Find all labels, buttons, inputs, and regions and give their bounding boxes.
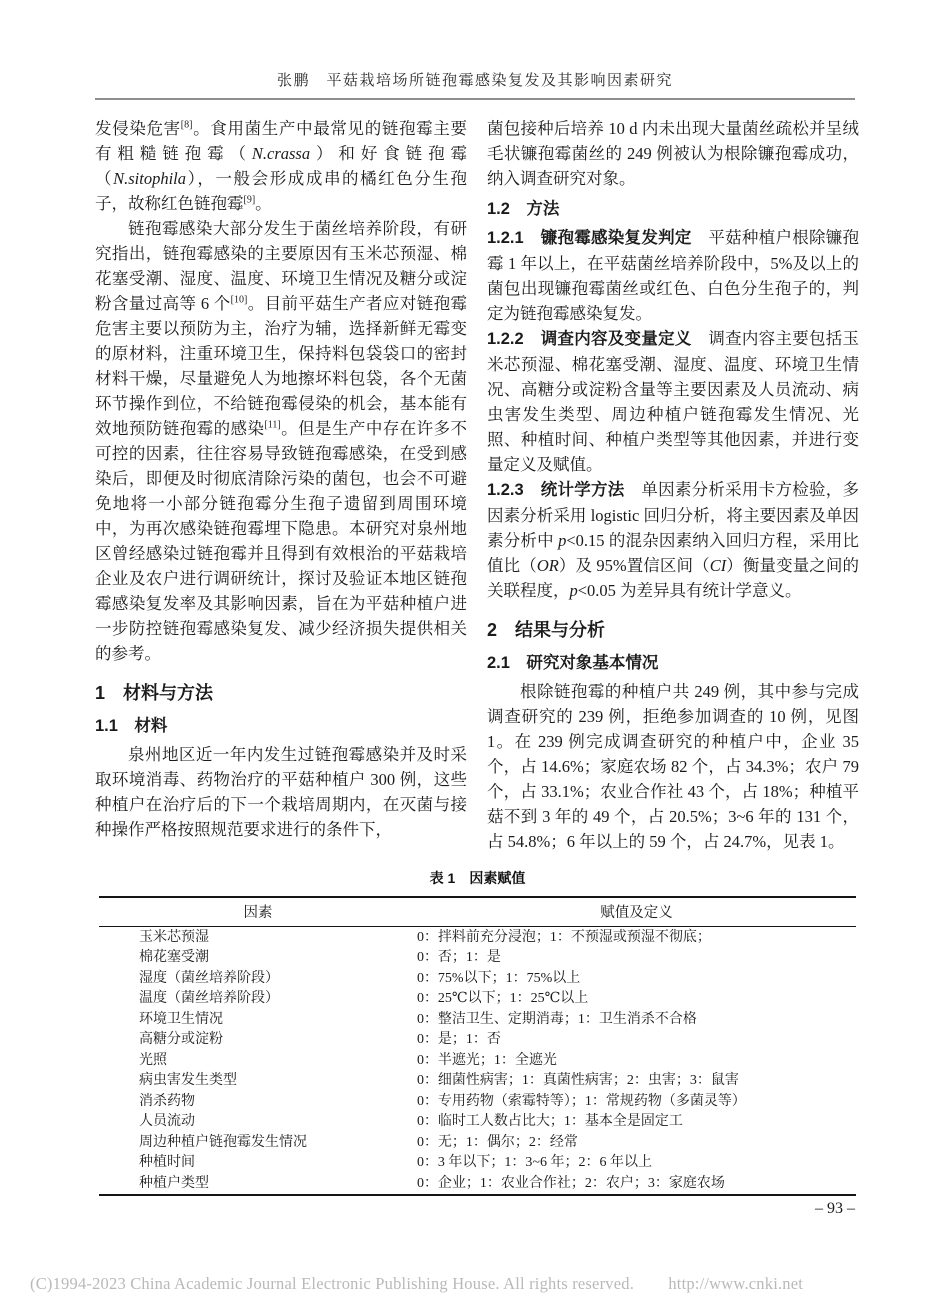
paragraph-1-2-1: 1.2.1 镰孢霉感染复发判定 平菇种植户根除镰孢霉 1 年以上，在平菇菌丝培养阶段中，5%及以上的菌包出现镰孢霉菌丝或红色、白色分生孢子的，判定为链孢霉感染复发。 xyxy=(487,228,860,323)
table-row xyxy=(99,1030,856,1051)
right-column xyxy=(487,116,859,854)
table-row xyxy=(99,1132,856,1153)
definition-cell: 0：无；1：偶尔；2：经常 xyxy=(416,1134,578,1150)
factor-cell: 人员流动 xyxy=(139,1114,195,1129)
factor-cell: 湿度（菌丝培养阶段） xyxy=(139,970,279,986)
factor-table-block xyxy=(99,868,856,1196)
factor-cell: 周边种植户链孢霉发生情况 xyxy=(139,1134,307,1150)
paragraph-results: 根除链孢霉的种植户共 249 例，其中参与完成调查研究的 239 例，拒绝参加调查的 10 例，见图 1。在 239 例完成调查研究的种植户中，企业 35 个，占 14.6%；家庭农场 82 个，占 34.3%；农户 79 个，占 33.1%；农业合作社 43 个，占 18%；种植平菇不到 3 年的 49 个，占 20.5%；3~6 年的 131 个，占 54.8%；6 年以上的 59 个，占 24.7%，见表 1。 xyxy=(487,682,859,851)
left-column xyxy=(95,116,467,842)
paragraph-1-2-3: 1.2.3 统计学方法 单因素分析采用卡方检验，多因素分析采用 logistic 回归分析，将主要因素及单因素分析中 p<0.15 的混杂因素纳入回归方程，采用比值比（OR）及 95%置信区间（CI）衡量变量之间的关联程度，p<0.05 为差异具有统计学意义。 xyxy=(487,480,860,600)
table-row xyxy=(99,927,856,948)
subsection-heading-2-1: 2.1 研究对象基本情况 xyxy=(487,654,659,672)
definition-cell: 0：细菌性病害；1：真菌性病害；2：虫害；3：鼠害 xyxy=(416,1073,739,1088)
table-title: 表 1 因素赋值 xyxy=(429,870,526,886)
table-row xyxy=(99,1173,856,1195)
paragraph-materials-continued: 菌包接种后培养 10 d 内未出现大量菌丝疏松并呈绒毛状镰孢霉菌丝的 249 例被认为根除镰孢霉成功，纳入调查研究对象。 xyxy=(487,119,859,188)
table-row xyxy=(99,1091,856,1112)
subsection-heading-1-1: 1.1 材料 xyxy=(95,717,168,735)
definition-cell: 0：否；1：是 xyxy=(416,950,501,965)
header-rule xyxy=(95,98,855,100)
page-number: – 93 – xyxy=(815,1200,855,1217)
table-header-row xyxy=(99,897,856,927)
definition-cell: 0：专用药物（索霉特等）；1：常规药物（多菌灵等） xyxy=(416,1093,746,1109)
definition-cell: 0：拌料前充分浸泡；1：不预湿或预湿不彻底； xyxy=(416,929,711,945)
column-header-definition: 赋值及定义 xyxy=(417,897,856,927)
table-row xyxy=(99,968,856,989)
running-head: 张鹏 平菇栽培场所链孢霉感染复发及其影响因素研究 xyxy=(276,73,673,89)
definition-cell: 0：是；1：否 xyxy=(416,1032,501,1047)
column-header-factor: 因素 xyxy=(99,897,417,927)
table-row xyxy=(99,948,856,969)
paragraph-background: 链孢霉感染大部分发生于菌丝培养阶段，有研究指出，链孢霉感染的主要原因有玉米芯预湿、棉花塞受潮、湿度、温度、环境卫生情况及糖分或淀粉含量过高等 6 个[10]。目前平菇生产者应对链孢霉危害主要以预防为主，治疗为辅，选择新鲜无霉变的原材料，注重环境卫生，保持料包袋袋口的密封材料干燥，尽量避免人为地擦坏料包袋，各个无菌环节操作到位，不给链孢霉侵染的机会，基本能有效地预防链孢霉的感染[11]。但是生产中存在许多不可控的因素，往往容易导致链孢霉感染，在受到感染后，即便及时彻底清除污染的菌包，也会不可避免地将一小部分链孢霉分生孢子遗留到周围环境中，为再次感染链孢霉埋下隐患。本研究对泉州地区曾经感染过链孢霉并且得到有效根治的平菇栽培企业及农户进行调研统计，探讨及验证本地区链孢霉感染复发率及其影响因素，旨在为平菇种植户进一步防控链孢霉感染复发、减少经济损失提供相关的参考。 xyxy=(95,219,468,663)
section-heading-1: 1 材料与方法 xyxy=(95,683,214,703)
factor-table xyxy=(99,896,856,1196)
table-row xyxy=(99,989,856,1010)
definition-cell: 0：企业；1：农业合作社；2：农户；3：家庭农场 xyxy=(416,1175,725,1191)
paragraph-1-2-2: 1.2.2 调查内容及变量定义 调查内容主要包括玉米芯预湿、棉花塞受潮、湿度、温度、环境卫生情况、高糖分或淀粉含量等主要因素及人员流动、病虫害发生类型、周边种植户链孢霉发生情况、光照、种植时间、种植户类型等其他因素，并进行变量定义及赋值。 xyxy=(487,329,860,474)
factor-cell: 种植时间 xyxy=(139,1155,195,1170)
definition-cell: 0：3 年以下；1：3~6 年；2：6 年以上 xyxy=(416,1155,653,1170)
factor-cell: 光照 xyxy=(139,1052,167,1068)
copyright-bar xyxy=(30,1274,930,1294)
table-row xyxy=(99,1153,856,1174)
definition-cell: 0：75%以下；1：75%以上 xyxy=(416,970,581,986)
subsection-heading-1-2: 1.2 方法 xyxy=(487,200,560,218)
definition-cell: 0：半遮光；1：全遮光 xyxy=(416,1052,557,1068)
factor-cell: 消杀药物 xyxy=(139,1093,195,1109)
factor-cell: 温度（菌丝培养阶段） xyxy=(139,991,279,1006)
paragraph-materials: 泉州地区近一年内发生过链孢霉感染并及时采取环境消毒、药物治疗的平菇种植户 300 例，这些种植户在治疗后的下一个栽培周期内，在灭菌与接种操作严格按照规范要求进行的条件下， xyxy=(95,745,467,839)
factor-cell: 环境卫生情况 xyxy=(139,1011,223,1027)
factor-cell: 玉米芯预湿 xyxy=(139,929,209,945)
definition-cell: 0：25℃以下；1：25℃以上 xyxy=(416,991,589,1006)
table-row xyxy=(99,1112,856,1133)
table-row xyxy=(99,1050,856,1071)
paragraph-intro-continued: 发侵染危害[8]。食用菌生产中最常见的链孢霉主要有粗糙链孢霉（N.crassa）和好食链孢霉（N.sitophila），一般会形成成串的橘红色分生孢子，故称红色链孢霉[9]。 xyxy=(95,119,468,213)
factor-table-body xyxy=(99,927,856,1195)
factor-cell: 种植户类型 xyxy=(139,1175,209,1191)
cnki-url: http://www.cnki.net xyxy=(668,1274,804,1293)
copyright-text: (C)1994-2023 China Academic Journal Electronic Publishing House. All rights reserved. xyxy=(30,1274,635,1293)
table-row xyxy=(99,1009,856,1030)
definition-cell: 0：临时工人数占比大；1：基本全是固定工 xyxy=(416,1114,683,1129)
factor-cell: 棉花塞受潮 xyxy=(139,950,209,965)
definition-cell: 0：整洁卫生、定期消毒；1：卫生消杀不合格 xyxy=(416,1011,697,1027)
section-heading-2: 2 结果与分析 xyxy=(487,620,606,640)
factor-cell: 病虫害发生类型 xyxy=(139,1073,237,1088)
table-row xyxy=(99,1071,856,1092)
factor-cell: 高糖分或淀粉 xyxy=(139,1032,223,1047)
